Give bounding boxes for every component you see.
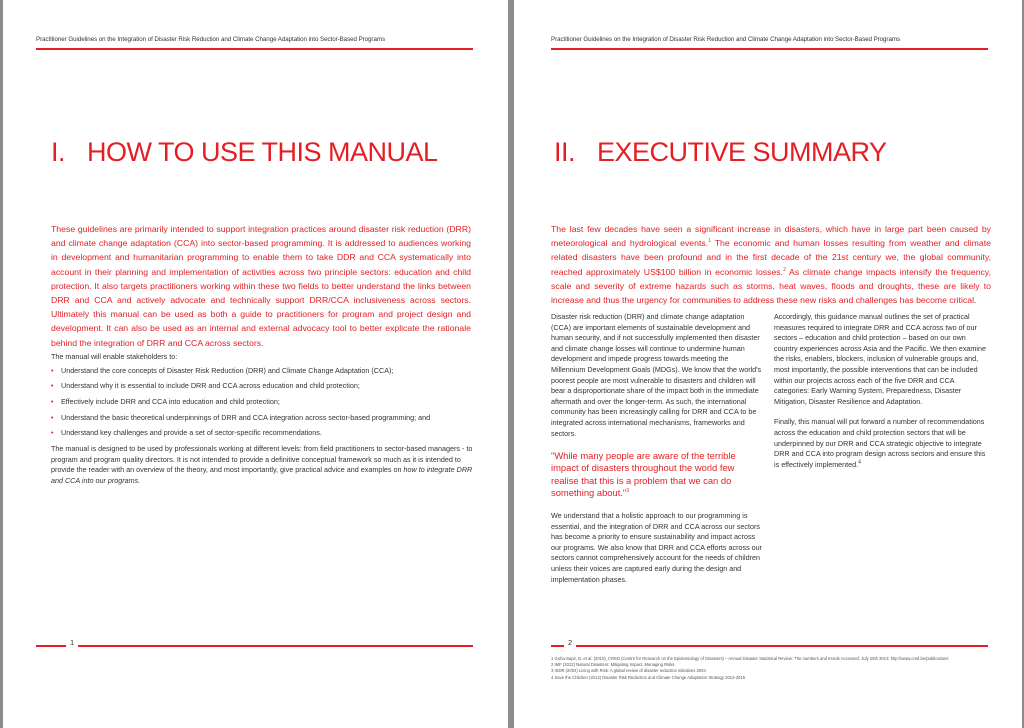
header-rule bbox=[36, 48, 473, 50]
list-item: • Understand key challenges and provide a set of sector-specific recommendations. bbox=[51, 428, 481, 438]
closing-paragraph bbox=[51, 444, 481, 486]
running-header: Practitioner Guidelines on the Integration of Disaster Risk Reduction and Climate Change Adaptation into Sector-Based Programs bbox=[551, 36, 900, 43]
footnote-ref: 1 bbox=[708, 238, 711, 245]
footnote-ref: 3 bbox=[626, 487, 630, 494]
intro-paragraph bbox=[551, 222, 991, 307]
list-intro: The manual will enable stakeholders to: bbox=[51, 352, 178, 361]
footer-rule bbox=[551, 645, 988, 647]
section-number: II. bbox=[554, 137, 576, 167]
intro-paragraph: These guidelines are primarily intended to support integration practices around disaster risk reduction (DRR) and climate change adaptation (CCA) into sector-based programming. It is addressed to audiences working in development and humanitarian programming to enable them to take DDR and CCA systematically into account in their planning and implementation of activities across two principle sectors: education and child protection. It also targets practitioners working within these two fields to better understand the links between DRR and CCA and actively advocate and technically support DRR/CCA inclusiveness across sectors. Ultimately this manual can be used as both a guide to practitioners for program and project design and development. It can also be used as an internal and external advocacy tool to better explicate the rationale behind the integration of DRR and CCA across sectors. bbox=[51, 224, 471, 348]
paragraph-text: Finally, this manual will put forward a number of recommendations across the education and child protection sectors that will be underpinned by our DRR and CCA strategic objective to integrate DRR and CCA into program design across sectors and ensure this is effectively implemented. bbox=[774, 417, 986, 469]
footnote-ref: 2 bbox=[783, 266, 786, 273]
column-paragraph: Accordingly, this guidance manual outlines the set of practical measures required to integrate DRR and CCA across two of our sectors – education and child protection – based on our own country experiences across Asia and the Pacific. We then examine the risks, enablers, blockers, inclusion of vulnerable groups and, most importantly, the possible interventions that can be included within our projects across each of the five DRR and CCA categories: Early Warning System, Preparedness, Disaster Mitigation, Disaster Resilience and Adaptation. bbox=[774, 312, 987, 406]
quote-text: "While many people are aware of the terrible impact of disasters throughout the world few realise that this is a problem that we can do something about." bbox=[551, 450, 736, 498]
column-paragraph: Disaster risk reduction (DRR) and climate change adaptation (CCA) are important elements of sustainable development and human security, and if not successfully implemented then disaster and climate change losses will continue to undermine human development and impede progress towards meeting the Millennium Development Goals (MDGs). We know that the world's poorest people are most vulnerable to disasters and children will bear a disproportionate share of the impact both in the immediate aftermath and over the longer-term. As such, the international community has been increasingly calling for DRR and CCA to be integrated across international mechanisms, frameworks and sectors. bbox=[551, 312, 762, 438]
section-title: HOW TO USE THIS MANUAL bbox=[87, 137, 438, 167]
footnote: 1 Guha-Sapir, D. et al. (2010), CRED (Centre for Research on the Epidemiology of Disasters) – Annual Disaster Statistical Review: The numbers and trends Accessed: July 25th 2013: http://www.cred.be/publications bbox=[551, 656, 949, 661]
footnotes bbox=[551, 656, 1001, 681]
intro-part: As climate change impacts intensify the frequency, scale and severity of extreme hazards such as storms, heat waves, floods and droughts, these are likely to increase and thus the urgency for communities to address these new risks and challenges has become critical. bbox=[551, 266, 991, 306]
list-item: • Effectively include DRR and CCA into education and child protection; bbox=[51, 397, 481, 407]
page-2 bbox=[514, 0, 1022, 728]
objectives-list bbox=[51, 366, 481, 438]
intro-part: The last few decades have seen a significant increase in disasters, which have in large part been caused by meteorological and hydrological events. bbox=[551, 224, 991, 249]
page-1 bbox=[3, 0, 508, 728]
left-column bbox=[551, 312, 763, 585]
footnote: 4 Save the Children (2012) Disaster Risk Reduction and Climate Change Adaptation Strategy 2012-2015 bbox=[551, 674, 746, 680]
right-column bbox=[774, 312, 986, 470]
header-rule bbox=[551, 48, 988, 50]
section-title: EXECUTIVE SUMMARY bbox=[597, 137, 887, 167]
intro-part: The economic and human losses resulting from weather and climate related disasters have been profound and in the first decade of the 21st century we, the global community, reached approximately US$100 billion in economic losses. bbox=[551, 238, 991, 277]
list-item: • Understand why it is essential to include DRR and CCA across education and child protection; bbox=[51, 381, 481, 391]
column-paragraph: We understand that a holistic approach to our programming is essential, and the integration of DRR and CCA across our sectors has become a priority to ensure sustainability and impact across our programs. We also know that DRR and CCA efforts across our sectors cannot comprehensively account for the needs of children unless their voices are captured early during the design and implementation phases. bbox=[551, 510, 763, 584]
page-number: 1 bbox=[66, 638, 78, 647]
closing-italic: how to integrate DRR and CCA into our programs. bbox=[51, 465, 473, 485]
page-title bbox=[51, 137, 438, 168]
running-header: Practitioner Guidelines on the Integration of Disaster Risk Reduction and Climate Change Adaptation into Sector-Based Programs bbox=[36, 36, 385, 43]
closing-text: The manual is designed to be used by professionals working at different levels: from field practitioners to sector-based managers - to program and program quality directors. It is not intended to provide a definitive conceptual framework so much as it is intended to provide the reader with an overview of the theory, and most importantly, give practical advice and examples on bbox=[51, 444, 473, 475]
list-item: • Understand the basic theoretical underpinnings of DRR and CCA integration across sector-based programming; and bbox=[51, 413, 481, 423]
footer-rule bbox=[36, 645, 473, 647]
page-title bbox=[554, 137, 887, 168]
page-number: 2 bbox=[564, 638, 576, 647]
footnote: 3 ISDR (2004) Living with Risk: A global review of disaster reduction initiatives 2004 bbox=[551, 668, 706, 674]
footnote-ref: 4 bbox=[858, 459, 861, 466]
pull-quote bbox=[551, 450, 763, 499]
body-text bbox=[51, 352, 481, 486]
footnote: 2 IMF (2012) Natural Disasters: Mitigating Impact, Managing Risks. bbox=[551, 662, 676, 668]
section-number: I. bbox=[51, 137, 66, 167]
column-paragraph bbox=[774, 417, 986, 470]
list-item: • Understand the core concepts of Disaster Risk Reduction (DRR) and Climate Change Adaptation (CCA); bbox=[51, 366, 481, 376]
